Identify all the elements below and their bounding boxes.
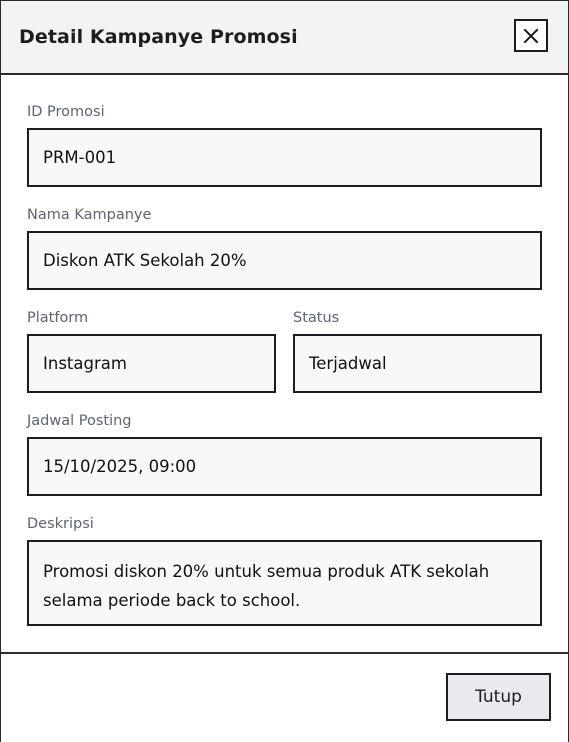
jadwal-posting-field[interactable]: 15/10/2025, 09:00 xyxy=(27,437,542,496)
close-icon xyxy=(523,28,539,44)
deskripsi-label: Deskripsi xyxy=(27,516,94,532)
status-field[interactable]: Terjadwal xyxy=(293,334,542,393)
deskripsi-field[interactable]: Promosi diskon 20% untuk semua produk ATK sekolah selama periode back to school. xyxy=(27,540,542,626)
tutup-button[interactable]: Tutup xyxy=(446,673,551,721)
nama-kampanye-label: Nama Kampanye xyxy=(27,207,152,223)
jadwal-posting-label: Jadwal Posting xyxy=(27,413,132,429)
platform-label: Platform xyxy=(27,310,89,326)
dialog-footer xyxy=(1,652,568,742)
close-button[interactable] xyxy=(514,19,548,52)
dialog-title: Detail Kampanye Promosi xyxy=(19,26,298,48)
status-label: Status xyxy=(293,310,340,326)
nama-kampanye-field[interactable]: Diskon ATK Sekolah 20% xyxy=(27,231,542,290)
dialog-header xyxy=(1,1,568,75)
id-promosi-label: ID Promosi xyxy=(27,104,105,120)
id-promosi-field[interactable]: PRM-001 xyxy=(27,128,542,187)
platform-field[interactable]: Instagram xyxy=(27,334,276,393)
